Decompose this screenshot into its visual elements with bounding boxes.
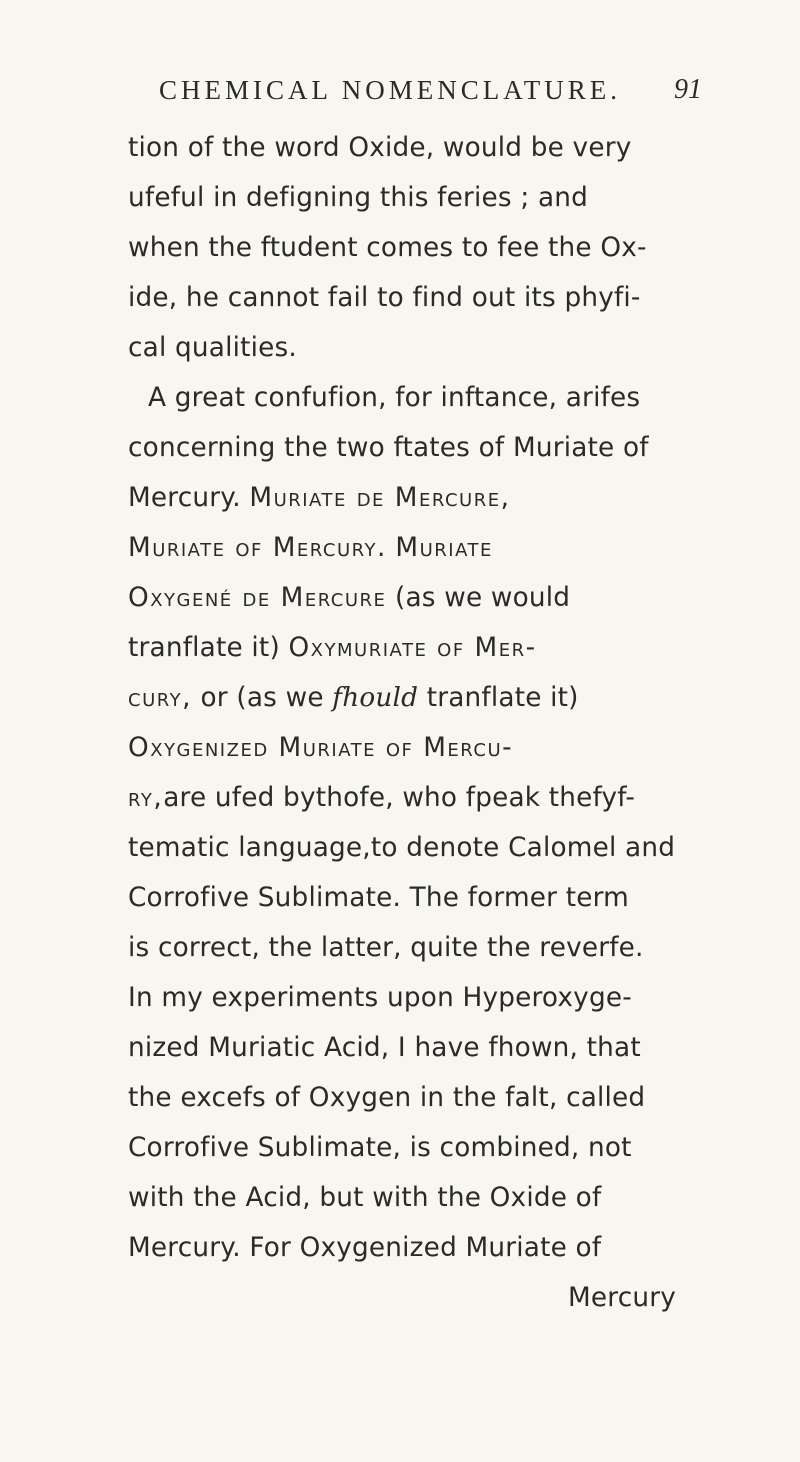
text-line: Mercury. Muriate de Mercure, (128, 483, 511, 513)
text-line: nized Muriatic Acid, I have fhown, that (128, 1033, 641, 1063)
text-line: cal qualities. (128, 333, 297, 363)
text-line: concerning the two ftates of Muriate of (128, 433, 649, 463)
text-line: Oxygené de Mercure (as we would (128, 583, 571, 613)
text-line: tranflate it) Oxymuriate of Mer- (128, 633, 537, 663)
text-line: the excefs of Oxygen in the falt, called (128, 1083, 646, 1113)
running-head-title: CHEMICAL NOMENCLATURE. (159, 75, 621, 105)
text-line: Corrofive Sublimate, is combined, not (128, 1133, 632, 1163)
text-line: cury, or (as we fhould tranflate it) (128, 683, 579, 713)
paragraph-start-line: A great confufion, for inftance, arifes (148, 383, 641, 413)
text-line: Oxygenized Muriate of Mercu- (128, 733, 514, 763)
text-line: tematic language,to denote Calomel and (128, 833, 676, 863)
text-line: tion of the word Oxide, would be very (128, 133, 632, 163)
running-head (110, 74, 670, 106)
text-line: is correct, the latter, quite the reverfe. (128, 933, 644, 963)
text-line: Corrofive Sublimate. The former term (128, 883, 629, 913)
text-line: with the Acid, but with the Oxide of (128, 1183, 602, 1213)
text-line: Mercury. For Oxygenized Muriate of (128, 1233, 602, 1263)
text-line: when the ftudent comes to fee the Ox- (128, 233, 647, 263)
text-line: Muriate of Mercury. Muriate (128, 533, 493, 563)
page-number: 91 (674, 74, 702, 105)
text-line: ry,are ufed bythofe, who fpeak thefyf- (128, 783, 636, 813)
body-text (128, 123, 684, 1323)
text-line: ide, he cannot fail to find out its phyfi- (128, 283, 641, 313)
text-line: In my experiments upon Hyperoxyge- (128, 983, 632, 1013)
catchword: Mercury (568, 1283, 676, 1313)
text-line: ufeful in defigning this feries ; and (128, 183, 589, 213)
